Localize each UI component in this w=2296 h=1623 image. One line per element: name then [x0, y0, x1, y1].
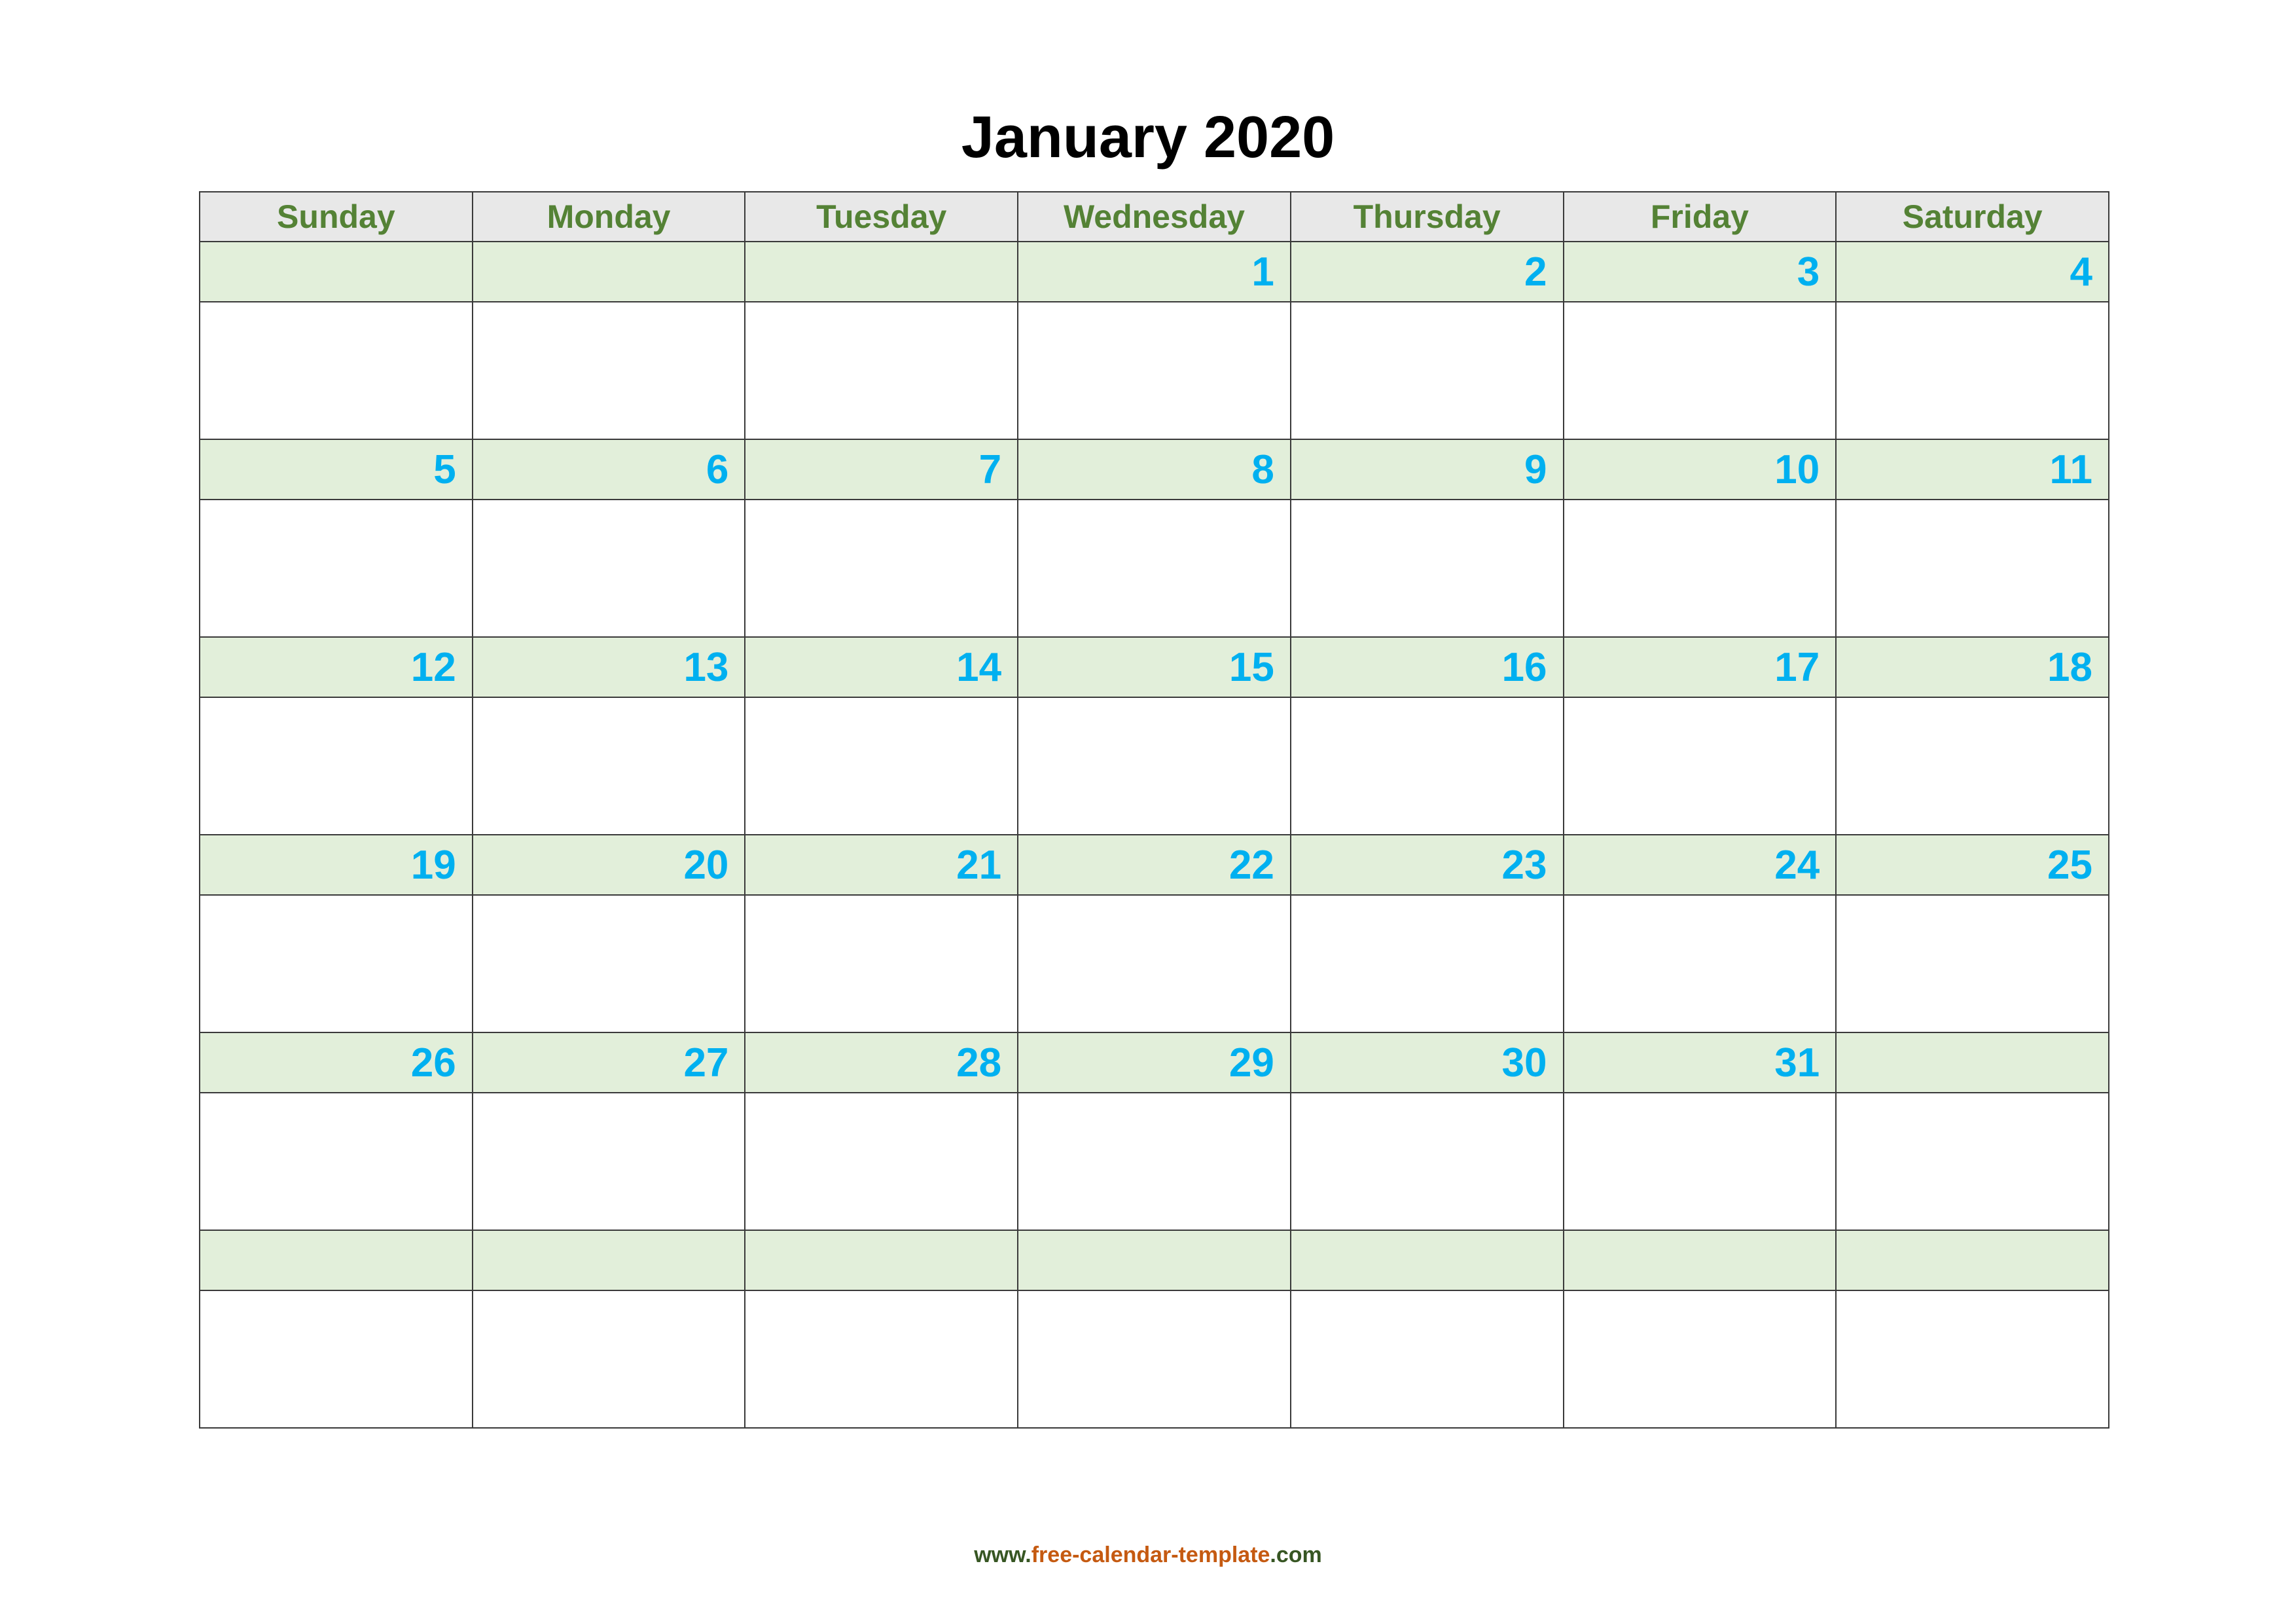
day-number-cell: 23	[1291, 835, 1564, 895]
day-notes-cell	[1018, 1290, 1291, 1428]
day-number-cell: 10	[1564, 439, 1837, 500]
week-notes-row	[200, 302, 2109, 439]
calendar-grid	[199, 191, 2109, 1429]
day-number-cell: 8	[1018, 439, 1291, 500]
day-notes-cell	[1564, 1290, 1837, 1428]
day-number-cell	[1564, 1230, 1837, 1290]
day-notes-cell	[1291, 1290, 1564, 1428]
day-notes-cell	[1836, 302, 2109, 439]
day-notes-cell	[745, 500, 1018, 637]
day-number-cell: 21	[745, 835, 1018, 895]
day-notes-cell	[1018, 1093, 1291, 1230]
day-number-cell: 11	[1836, 439, 2109, 500]
day-number-cell: 5	[200, 439, 473, 500]
footer-domain: free-calendar-template	[1031, 1542, 1270, 1567]
day-number-cell	[1836, 1032, 2109, 1093]
day-number-cell	[473, 1230, 745, 1290]
day-number-cell: 20	[473, 835, 745, 895]
day-number-cell: 18	[1836, 637, 2109, 697]
week-number-row	[200, 1032, 2109, 1093]
day-number-cell: 13	[473, 637, 745, 697]
day-number-cell: 27	[473, 1032, 745, 1093]
calendar-title: January 2020	[961, 105, 1335, 170]
day-notes-cell	[1291, 895, 1564, 1032]
day-number-cell: 9	[1291, 439, 1564, 500]
footer-url	[0, 1539, 2296, 1571]
day-notes-cell	[1291, 1093, 1564, 1230]
day-number-cell	[1018, 1230, 1291, 1290]
day-number-cell: 15	[1018, 637, 1291, 697]
day-number-cell: 16	[1291, 637, 1564, 697]
day-number-cell: 3	[1564, 242, 1837, 302]
week-number-row	[200, 637, 2109, 697]
day-notes-cell	[473, 895, 745, 1032]
day-number-cell: 25	[1836, 835, 2109, 895]
day-number-cell	[1836, 1230, 2109, 1290]
day-number-cell: 6	[473, 439, 745, 500]
weekday-saturday: Saturday	[1836, 192, 2109, 242]
day-notes-cell	[200, 1290, 473, 1428]
day-number-cell: 4	[1836, 242, 2109, 302]
day-number-cell: 2	[1291, 242, 1564, 302]
day-notes-cell	[745, 1290, 1018, 1428]
day-notes-cell	[1291, 697, 1564, 835]
day-number-cell: 30	[1291, 1032, 1564, 1093]
day-notes-cell	[1018, 697, 1291, 835]
day-number-cell: 12	[200, 637, 473, 697]
day-notes-cell	[745, 1093, 1018, 1230]
day-number-cell: 22	[1018, 835, 1291, 895]
week-notes-row	[200, 895, 2109, 1032]
day-notes-cell	[1018, 895, 1291, 1032]
week-notes-row	[200, 1290, 2109, 1428]
day-notes-cell	[473, 697, 745, 835]
weekday-monday: Monday	[473, 192, 745, 242]
day-number-cell: 7	[745, 439, 1018, 500]
day-notes-cell	[200, 1093, 473, 1230]
day-number-cell: 24	[1564, 835, 1837, 895]
day-notes-cell	[200, 697, 473, 835]
day-notes-cell	[1836, 895, 2109, 1032]
week-number-row	[200, 242, 2109, 302]
calendar-body	[200, 242, 2109, 1428]
day-notes-cell	[1836, 697, 2109, 835]
weekday-sunday: Sunday	[200, 192, 473, 242]
day-notes-cell	[1564, 697, 1837, 835]
weekday-friday: Friday	[1564, 192, 1837, 242]
week-notes-row	[200, 1093, 2109, 1230]
weekday-tuesday: Tuesday	[745, 192, 1018, 242]
day-number-cell: 26	[200, 1032, 473, 1093]
day-notes-cell	[1836, 500, 2109, 637]
week-number-row	[200, 1230, 2109, 1290]
day-number-cell: 28	[745, 1032, 1018, 1093]
day-notes-cell	[200, 302, 473, 439]
day-notes-cell	[200, 895, 473, 1032]
day-number-cell: 29	[1018, 1032, 1291, 1093]
day-notes-cell	[473, 500, 745, 637]
weekday-thursday: Thursday	[1291, 192, 1564, 242]
day-number-cell: 14	[745, 637, 1018, 697]
day-number-cell	[200, 1230, 473, 1290]
day-notes-cell	[200, 500, 473, 637]
week-number-row	[200, 835, 2109, 895]
day-notes-cell	[1564, 500, 1837, 637]
day-notes-cell	[1564, 1093, 1837, 1230]
weekday-header-row	[200, 192, 2109, 242]
day-number-cell	[745, 242, 1018, 302]
day-number-cell: 19	[200, 835, 473, 895]
day-notes-cell	[473, 302, 745, 439]
day-number-cell	[473, 242, 745, 302]
day-notes-cell	[1018, 302, 1291, 439]
week-notes-row	[200, 697, 2109, 835]
day-number-cell: 31	[1564, 1032, 1837, 1093]
day-notes-cell	[1291, 500, 1564, 637]
day-notes-cell	[473, 1093, 745, 1230]
day-notes-cell	[1564, 895, 1837, 1032]
week-number-row	[200, 439, 2109, 500]
day-notes-cell	[1836, 1290, 2109, 1428]
day-number-cell: 1	[1018, 242, 1291, 302]
day-number-cell: 17	[1564, 637, 1837, 697]
week-notes-row	[200, 500, 2109, 637]
day-number-cell	[1291, 1230, 1564, 1290]
weekday-wednesday: Wednesday	[1018, 192, 1291, 242]
day-number-cell	[200, 242, 473, 302]
day-notes-cell	[1018, 500, 1291, 637]
day-number-cell	[745, 1230, 1018, 1290]
day-notes-cell	[745, 895, 1018, 1032]
day-notes-cell	[1836, 1093, 2109, 1230]
footer-suffix: .com	[1270, 1542, 1322, 1567]
day-notes-cell	[1564, 302, 1837, 439]
footer-prefix: www.	[974, 1542, 1031, 1567]
day-notes-cell	[745, 697, 1018, 835]
day-notes-cell	[473, 1290, 745, 1428]
day-notes-cell	[1291, 302, 1564, 439]
day-notes-cell	[745, 302, 1018, 439]
